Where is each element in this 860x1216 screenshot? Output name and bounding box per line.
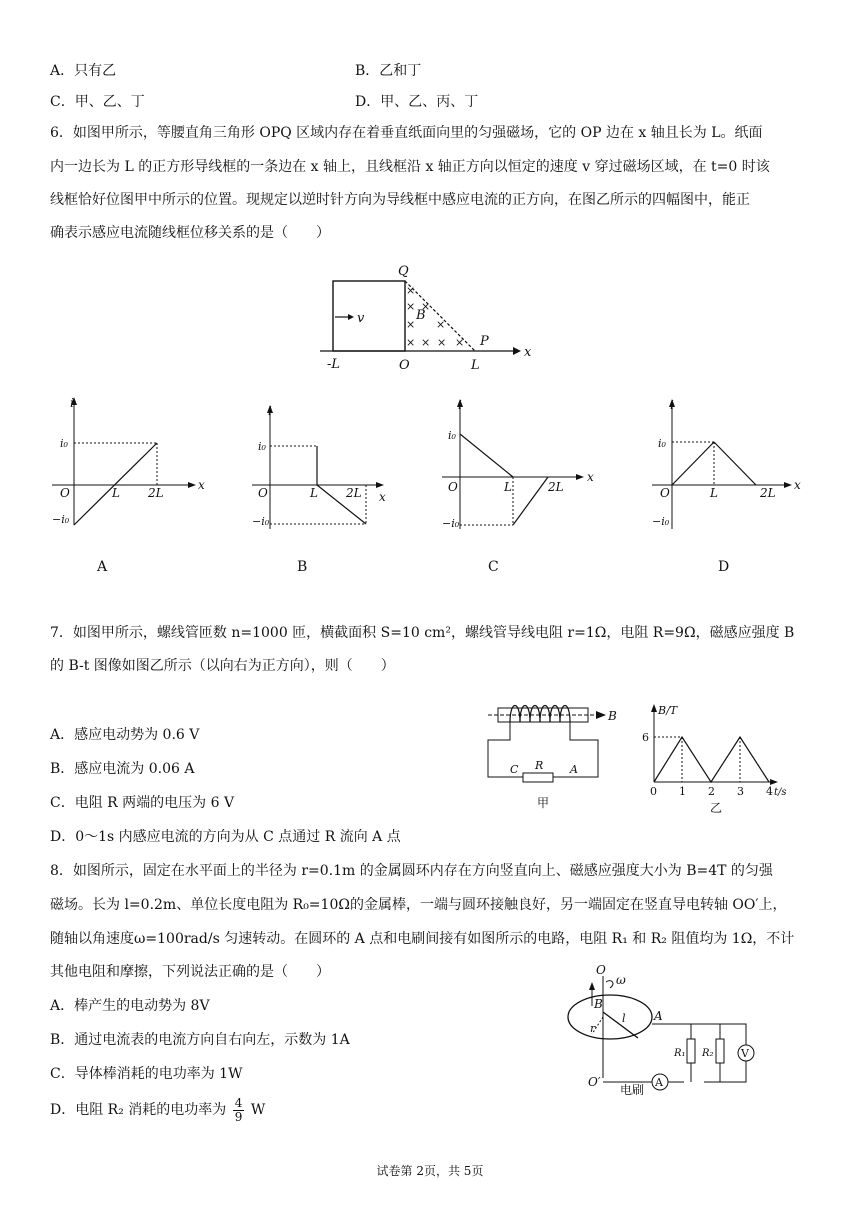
q8-option-a: A．棒产生的电动势为 8V [50,998,210,1014]
label-O-prime: O′ [588,1075,601,1089]
ylabel: B/T [658,704,678,717]
svg-text:×: × [406,336,416,349]
label-omega: ω [616,973,626,987]
svg-text:x: x [587,470,594,484]
svg-text:i₀: i₀ [60,437,68,450]
q7-option-b: B．感应电流为 0.06 A [50,761,195,777]
x-axis-arrow [513,347,521,355]
q5-option-d: D．甲、乙、丙、丁 [355,94,479,110]
svg-text:×: × [421,336,431,349]
svg-text:2L: 2L [346,486,362,500]
metal-rod [603,1012,638,1038]
svg-text:x: x [379,490,386,504]
svg-text:i: i [268,404,272,418]
label-P: P [480,334,489,349]
tick-6: 6 [642,731,649,744]
q6-choice-c: C [488,559,499,575]
page-footer: 试卷第 2页，共 5页 [376,1164,484,1178]
svg-text:0: 0 [650,785,657,798]
q6-graph-d [650,397,810,537]
svg-text:−i₀: −i₀ [252,515,270,528]
q5-option-c: C．甲、乙、丁 [50,94,145,110]
square-frame [333,281,405,351]
svg-text:2L: 2L [148,486,164,500]
xlabel: t/s [774,787,787,798]
svg-text:x: x [794,478,801,492]
q6-figure-jia [315,262,535,377]
svg-text:O: O [258,486,268,500]
label-O: O [596,963,606,977]
svg-text:3: 3 [737,785,744,798]
svg-text:L: L [504,480,512,494]
svg-text:−i₀: −i₀ [52,513,70,526]
label-v: v [357,311,365,326]
q6-choice-a: A [97,559,108,575]
resistor-R1 [687,1039,695,1063]
q5-option-a: A．只有乙 [50,63,117,79]
svg-text:×: × [406,284,416,297]
q8-option-d: D．电阻 R₂ 消耗的电功率为 $\frac{4}{9}$ W [50,1095,266,1124]
q6-graph-a [50,395,210,535]
svg-text:×: × [406,300,416,313]
q8-text-line-4: 其他电阻和摩擦，下列说法正确的是（ ） [50,964,330,980]
label-r: r [590,1022,596,1035]
q8-text-line-2: 磁场。长为 l=0.2m、单位长度电阻为 R₀=10Ω的金属棒，一端与圆环接触良好，另一端固定在竖直导电转轴 OO′上， [50,897,787,913]
q6-text-line-2: 内一边长为 L 的正方形导线框的一条边在 x 轴上，且线框沿 x 轴正方向以恒定的速度 v 穿过磁场区域，在 t=0 时该 [50,159,770,175]
label-V: V [741,1047,749,1060]
graph-c-line-2 [513,477,548,525]
q7-figure-jia [480,695,630,820]
resistor-R [523,773,553,782]
caption-jia: 甲 [537,796,550,810]
velocity-arrow [348,314,354,320]
q8-text-line-3: 随轴以角速度ω=100rad/s 匀速转动。在圆环的 A 点和电刷间接有如图所示的电路，电阻 R₁ 和 R₂ 阻值均为 1Ω，不计 [50,931,795,947]
svg-text:−i₀: −i₀ [652,515,670,528]
label-B: B [416,308,426,323]
label-B: B [594,997,603,1011]
label-Q: Q [398,264,409,279]
label-brush: 电刷 [620,1083,645,1097]
svg-text:O: O [60,486,70,500]
svg-text:i: i [458,398,462,412]
label-O: O [399,358,410,373]
svg-text:O: O [660,486,670,500]
q6-text-line-3: 线框恰好位图甲中所示的位置。现规定以逆时针方向为导线框中感应电流的正方向，在图乙所示的四幅图中，能正 [50,192,750,208]
q8-option-c: C．导体棒消耗的电功率为 1W [50,1066,243,1082]
b-field-arrow [589,982,595,990]
svg-text:i: i [670,398,674,412]
label-L: L [471,358,480,373]
label-R: R [535,759,544,772]
graph-d-line-1 [672,442,714,485]
q6-graph-b [250,403,400,538]
svg-text:2L: 2L [548,480,564,494]
label-neg-L: -L [327,357,341,372]
svg-text:L: L [310,486,318,500]
q8-text-line-1: 8．如图所示，固定在水平面上的半径为 r=0.1m 的金属圆环内存在方向竖直向上、磁感应强度大小为 B=4T 的匀强 [50,863,773,879]
q8-figure [560,962,780,1102]
field-crosses [406,284,464,349]
svg-text:O: O [448,480,458,494]
svg-text:×: × [406,318,416,331]
label-A: A [654,1009,663,1023]
svg-text:×: × [455,336,465,349]
q7-text-line-2: 的 B-t 图像如图乙所示（以向右为正方向），则（ ） [50,658,395,674]
caption-yi: 乙 [710,801,723,815]
svg-text:2: 2 [708,785,715,798]
svg-text:1: 1 [679,785,686,798]
svg-text:i₀: i₀ [658,437,666,450]
svg-text:i: i [70,396,74,410]
q7-figure-yi [640,700,800,820]
q6-text-line-1: 6．如图甲所示，等腰直角三角形 OPQ 区域内存在着垂直纸面向里的匀强磁场，它的 OP 边在 x 轴且长为 L。纸面 [50,125,763,141]
q8-option-b: B．通过电流表的电流方向自右向左，示数为 1A [50,1032,350,1048]
svg-text:L: L [710,486,718,500]
b-t-line [654,737,769,782]
q6-choice-b: B [297,559,308,575]
svg-text:i₀: i₀ [448,429,456,442]
q8-option-d-text: D．电阻 R₂ 消耗的电功率为 [50,1102,227,1118]
fraction: $\frac{4}{9}$ [234,1095,243,1124]
label-A: A [570,763,578,776]
resistor-R2 [716,1039,724,1063]
label-x: x [524,345,532,360]
graph-c-line-1 [460,434,513,477]
label-R1: R₁ [674,1048,686,1059]
svg-text:4: 4 [766,785,773,798]
label-B: B [608,709,617,723]
label-l: l [622,1012,626,1025]
q7-option-c: C．电阻 R 两端的电压为 6 V [50,795,235,811]
svg-text:L: L [112,486,120,500]
svg-text:×: × [437,336,447,349]
label-C: C [510,763,519,776]
graph-d-line-2 [714,442,756,485]
q7-option-d: D．0～1s 内感应电流的方向为从 C 点通过 R 流向 A 点 [50,829,401,845]
label-ammeter: A [655,1076,663,1089]
svg-text:×: × [436,318,446,331]
q6-choice-d: D [718,559,730,575]
svg-text:x: x [198,478,205,492]
svg-text:×: × [421,300,431,313]
q5-option-b: B．乙和丁 [355,63,422,79]
svg-text:2L: 2L [760,486,776,500]
svg-text:i₀: i₀ [258,440,266,453]
graph-a-line [74,443,157,525]
q7-option-a: A．感应电动势为 0.6 V [50,727,200,743]
q7-text-line-1: 7．如图甲所示，螺线管匝数 n=1000 匝，横截面积 S=10 cm²，螺线管导线电阻 r=1Ω，电阻 R=9Ω，磁感应强度 B [50,625,795,641]
q6-graph-c [440,397,600,537]
label-R2: R₂ [702,1048,714,1059]
svg-text:−i₀: −i₀ [442,517,460,530]
q6-text-line-4: 确表示感应电流随线框位移关系的是（ ） [50,225,330,241]
